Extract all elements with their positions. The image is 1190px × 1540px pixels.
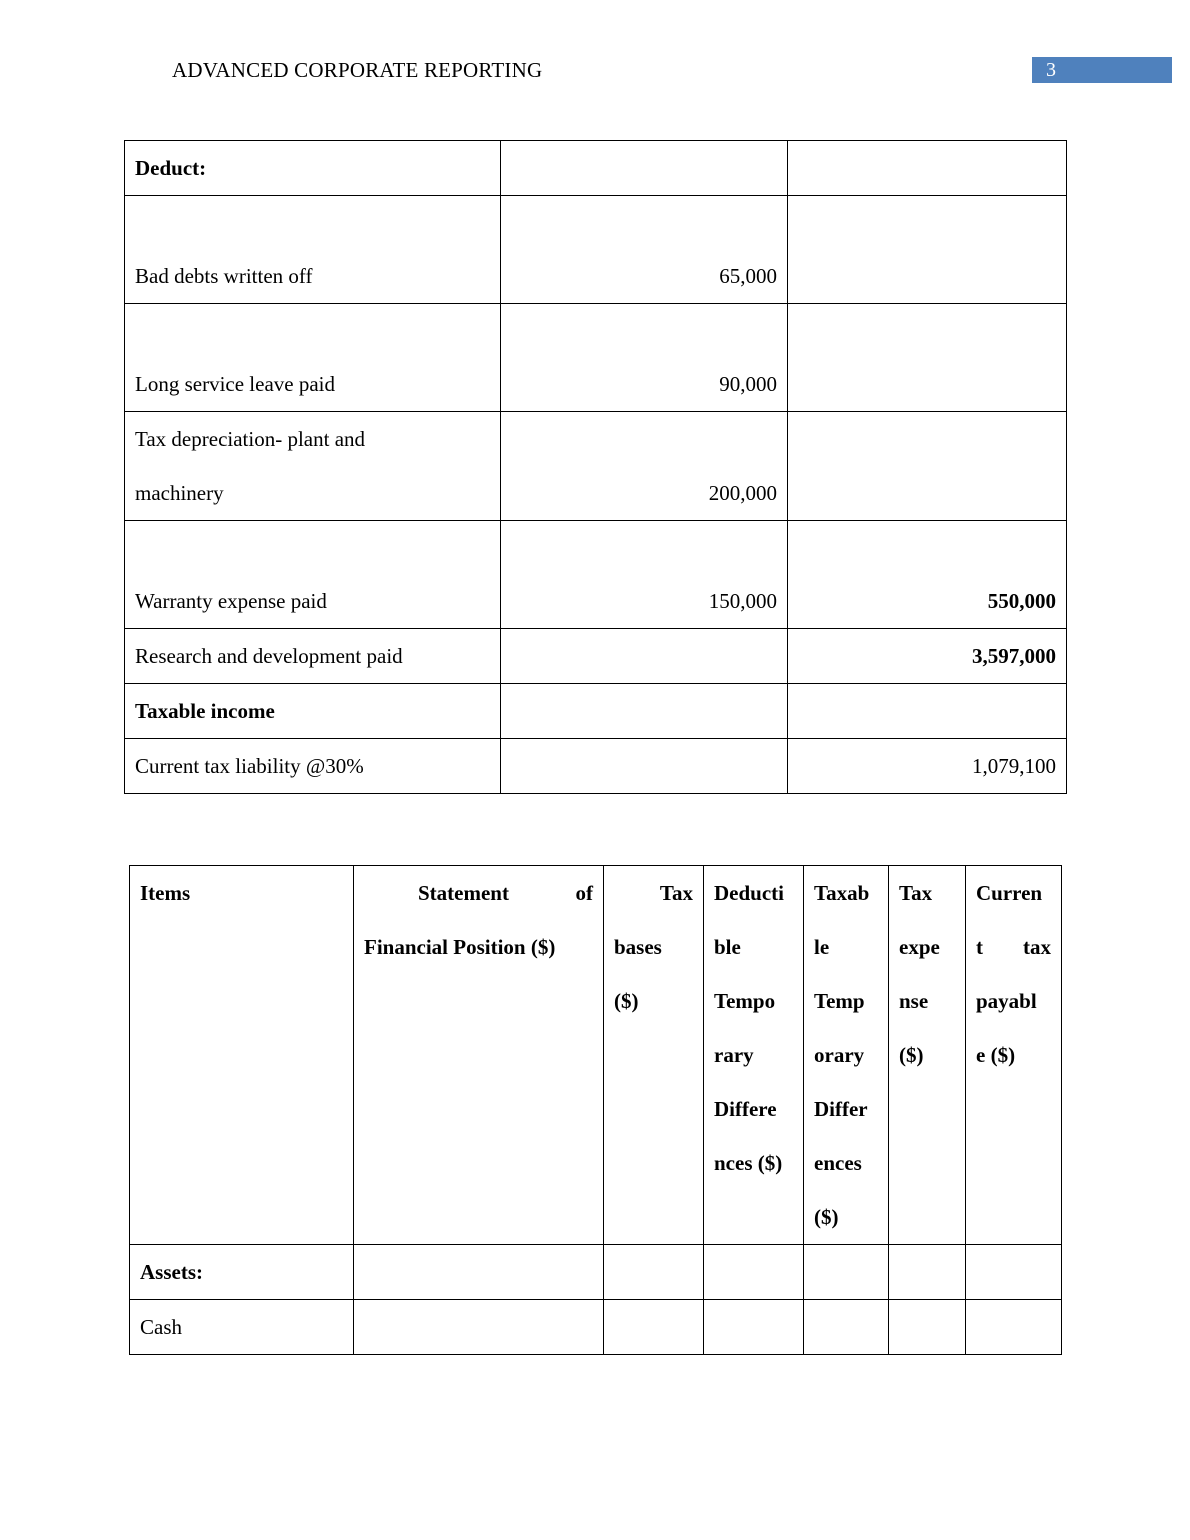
cell (804, 1300, 889, 1355)
amount-cell: 200,000 (501, 412, 788, 521)
header-sfp (354, 866, 604, 1245)
header-line: Taxab (814, 881, 870, 905)
row-label: Taxable income (125, 684, 501, 739)
header-line: Financial Position ($) (364, 935, 556, 959)
amount-cell (501, 141, 788, 196)
header-line: Temp (814, 989, 865, 1013)
header-line: le (814, 935, 830, 959)
header-line: t tax (976, 935, 1051, 959)
row-label: Research and development paid (125, 629, 501, 684)
table-row (125, 629, 1067, 684)
header-line: ($) (899, 1043, 924, 1067)
header-line: Tax (899, 881, 933, 905)
table-row (125, 196, 1067, 304)
header-line: ences (814, 1151, 862, 1175)
header-line: Differ (814, 1097, 868, 1121)
header-items: Items (130, 866, 354, 1245)
cell (966, 1245, 1062, 1300)
header-tax-expense (889, 866, 966, 1245)
row-label: Long service leave paid (125, 304, 501, 412)
row-label: Warranty expense paid (125, 521, 501, 629)
total-cell (788, 196, 1067, 304)
row-label-line: machinery (135, 481, 224, 505)
total-cell: 1,079,100 (788, 739, 1067, 794)
table-row (125, 739, 1067, 794)
header-deductible (704, 866, 804, 1245)
table-row (125, 521, 1067, 629)
header-line: orary (814, 1043, 865, 1067)
table-row (125, 684, 1067, 739)
total-cell (788, 684, 1067, 739)
header-line: Deducti (714, 881, 784, 905)
taxable-income-table (124, 140, 1067, 794)
total-cell: 3,597,000 (788, 629, 1067, 684)
header-line: Curren (976, 881, 1043, 905)
cell (966, 1300, 1062, 1355)
total-cell (788, 412, 1067, 521)
page-number: 3 (1046, 59, 1056, 81)
table-row (130, 1300, 1062, 1355)
header-line: Tempo (714, 989, 776, 1013)
table-row (125, 141, 1067, 196)
amount-cell (501, 684, 788, 739)
header-line: rary (714, 1043, 754, 1067)
amount-cell: 65,000 (501, 196, 788, 304)
amount-cell (501, 739, 788, 794)
row-label: Current tax liability @30% (125, 739, 501, 794)
header-line: Statement of (418, 881, 593, 905)
table-row (125, 412, 1067, 521)
header-line: nse (899, 989, 929, 1013)
temporary-differences-table (129, 865, 1062, 1355)
row-item: Cash (130, 1300, 354, 1355)
cell (889, 1300, 966, 1355)
header-line: Differe (714, 1097, 777, 1121)
cell (704, 1245, 804, 1300)
cell (354, 1300, 604, 1355)
row-item: Assets: (130, 1245, 354, 1300)
row-label (125, 412, 501, 521)
header-line: expe (899, 935, 940, 959)
header-line: e ($) (976, 1043, 1016, 1067)
header-line: nces ($) (714, 1151, 783, 1175)
running-header-title: ADVANCED CORPORATE REPORTING (172, 58, 543, 82)
header-current-tax (966, 866, 1062, 1245)
page-number-box (1032, 57, 1172, 83)
header-line: ($) (814, 1205, 839, 1229)
amount-cell: 150,000 (501, 521, 788, 629)
cell (604, 1245, 704, 1300)
cell (704, 1300, 804, 1355)
total-cell (788, 141, 1067, 196)
amount-cell: 90,000 (501, 304, 788, 412)
header-tax-bases (604, 866, 704, 1245)
header-line: Tax (659, 881, 693, 905)
total-cell: 550,000 (788, 521, 1067, 629)
amount-cell (501, 629, 788, 684)
table-row (125, 304, 1067, 412)
header-taxable (804, 866, 889, 1245)
row-label: Bad debts written off (125, 196, 501, 304)
cell (804, 1245, 889, 1300)
header-line: payabl (976, 989, 1037, 1013)
table-row (130, 1245, 1062, 1300)
table-header-row (130, 866, 1062, 1245)
cell (354, 1245, 604, 1300)
row-label: Deduct: (125, 141, 501, 196)
header-line: ($) (614, 989, 639, 1013)
header-line: bases (614, 935, 662, 959)
header-line: ble (714, 935, 741, 959)
total-cell (788, 304, 1067, 412)
cell (889, 1245, 966, 1300)
row-label-line: Tax depreciation- plant and (135, 427, 366, 451)
cell (604, 1300, 704, 1355)
